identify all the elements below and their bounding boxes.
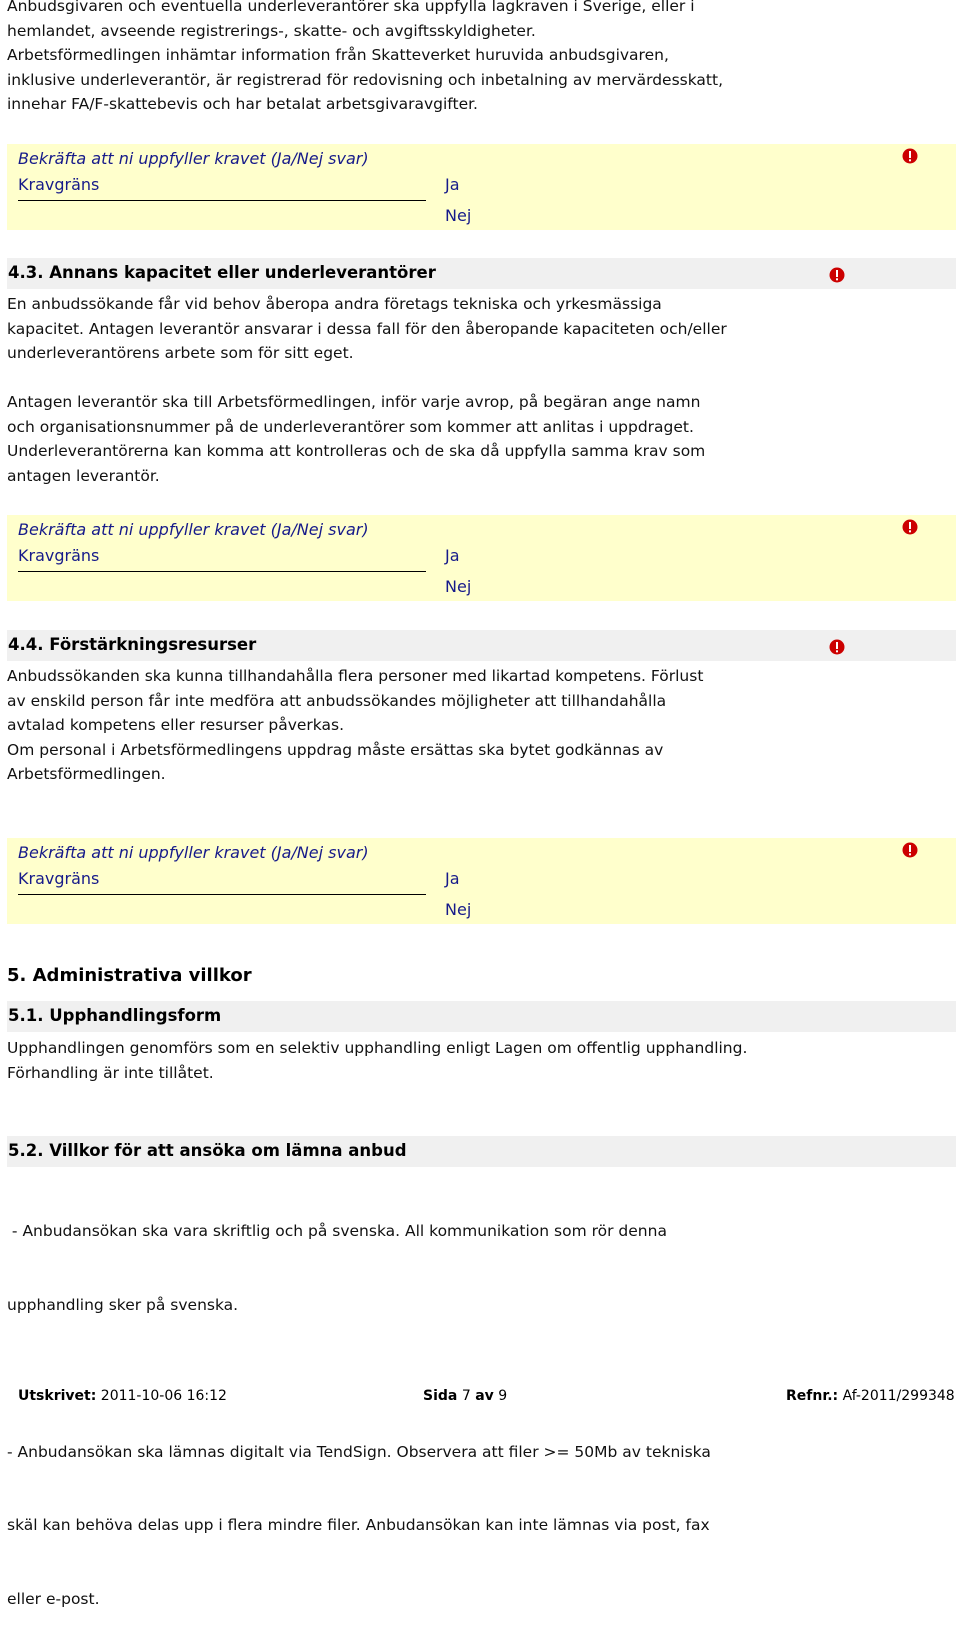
section-header <box>7 1001 956 1032</box>
text-line: Anbudsgivaren och eventuella underleverantörer ska uppfylla lagkraven i Sverige, eller i <box>7 0 695 15</box>
warning-icon <box>902 148 918 164</box>
footer-page <box>423 1388 507 1404</box>
printed-value: 2011-10-06 16:12 <box>100 1388 227 1404</box>
option-yes[interactable]: Ja <box>445 869 460 888</box>
option-yes[interactable]: Ja <box>445 546 460 565</box>
page-number: 7 <box>461 1388 471 1404</box>
printed-label: Utskrivet: <box>18 1388 97 1404</box>
text-line: hemlandet, avseende registrerings-, skatte- och avgiftsskyldigheter. <box>7 21 536 40</box>
footer-printed <box>18 1388 227 1404</box>
text-line: Arbetsförmedlingen inhämtar information från Skatteverket huruvida anbudsgivaren, <box>7 46 669 64</box>
section-title: 4.4. Förstärkningsresurser <box>8 635 257 654</box>
kravgrans-label: Kravgräns <box>18 869 100 888</box>
section-header <box>7 1136 956 1167</box>
answer-line <box>18 200 426 201</box>
text-line: Anbudssökanden ska kunna tillhandahålla flera personer med likartad kompetens. Förlust <box>7 667 704 685</box>
text-line: Upphandlingen genomförs som en selektiv upphandling enligt Lagen om offentlig upphandling. <box>7 1039 748 1057</box>
intro-text <box>7 0 947 117</box>
confirm-box <box>7 515 956 601</box>
text-line: - Anbudansökan ska vara skriftlig och på svenska. All kommunikation som rör denna <box>7 1222 667 1240</box>
text-line: En anbudssökande får vid behov åberopa andra företags tekniska och yrkesmässiga <box>7 295 662 313</box>
text-line: Underleverantörerna kan komma att kontrolleras och de ska då uppfylla samma krav som <box>7 442 706 460</box>
text-line: - Anbudansökan ska lämnas digitalt via TendSign. Observera att filer >= 50Mb av tekniska <box>7 1442 711 1461</box>
text-line: eller e-post. <box>7 1589 100 1608</box>
warning-icon <box>902 519 918 535</box>
section-body <box>7 292 927 488</box>
ref-value: Af-2011/299348 <box>842 1388 955 1404</box>
section-header <box>7 258 956 289</box>
text-line: inklusive underleverantör, är registrerad för redovisning och inbetalning av mervärdesskatt, <box>7 70 724 89</box>
text-line: underleverantörens arbete som för sitt eget. <box>7 344 354 362</box>
text-line: och organisationsnummer på de underleverantörer som kommer att anlitas i uppdraget. <box>7 417 694 436</box>
chapter-title: 5. Administrativa villkor <box>7 965 252 986</box>
warning-icon <box>829 267 845 283</box>
confirm-box <box>7 838 956 924</box>
ref-label: Refnr.: <box>786 1388 839 1404</box>
section-header <box>7 630 956 661</box>
text-line: avtalad kompetens eller resurser påverkas. <box>7 716 344 734</box>
confirm-prompt: Bekräfta att ni uppfyller kravet (Ja/Nej svar) <box>18 843 369 862</box>
confirm-prompt: Bekräfta att ni uppfyller kravet (Ja/Nej svar) <box>18 149 369 168</box>
text-line: innehar FA/F-skattebevis och har betalat arbetsgivaravgifter. <box>7 95 478 113</box>
page-of-label: av <box>475 1388 494 1404</box>
confirm-box <box>7 144 956 230</box>
option-yes[interactable]: Ja <box>445 175 460 194</box>
text-line: upphandling sker på svenska. <box>7 1295 239 1314</box>
page-total: 9 <box>498 1388 508 1404</box>
text-line: kapacitet. Antagen leverantör ansvarar i dessa fall för den åberopande kapaciteten och/eller <box>7 319 727 338</box>
text-line: Arbetsförmedlingen. <box>7 765 166 783</box>
section-title: 5.2. Villkor för att ansöka om lämna anbud <box>8 1141 407 1160</box>
option-no[interactable]: Nej <box>445 206 472 225</box>
section-title: 4.3. Annans kapacitet eller underleverantörer <box>8 263 436 282</box>
warning-icon <box>829 639 845 655</box>
text-line: Om personal i Arbetsförmedlingens uppdrag måste ersättas ska bytet godkännas av <box>7 740 664 759</box>
text-line: Antagen leverantör ska till Arbetsförmedlingen, inför varje avrop, på begäran ange namn <box>7 393 701 411</box>
option-no[interactable]: Nej <box>445 577 472 596</box>
answer-line <box>18 571 426 572</box>
answer-line <box>18 894 426 895</box>
footer-ref <box>786 1388 955 1404</box>
kravgrans-label: Kravgräns <box>18 175 100 194</box>
text-line: Förhandling är inte tillåtet. <box>7 1063 214 1082</box>
section-title: 5.1. Upphandlingsform <box>8 1006 222 1025</box>
text-line: av enskild person får inte medföra att anbudssökandes möjligheter att tillhandahålla <box>7 691 667 710</box>
section-body <box>7 1036 927 1085</box>
page-label: Sida <box>423 1388 458 1404</box>
section-body <box>7 664 927 787</box>
option-no[interactable]: Nej <box>445 900 472 919</box>
text-line: skäl kan behöva delas upp i flera mindre filer. Anbudansökan kan inte lämnas via post, fax <box>7 1516 710 1534</box>
text-line: antagen leverantör. <box>7 466 160 485</box>
kravgrans-label: Kravgräns <box>18 546 100 565</box>
warning-icon <box>902 842 918 858</box>
confirm-prompt: Bekräfta att ni uppfyller kravet (Ja/Nej svar) <box>18 520 369 539</box>
